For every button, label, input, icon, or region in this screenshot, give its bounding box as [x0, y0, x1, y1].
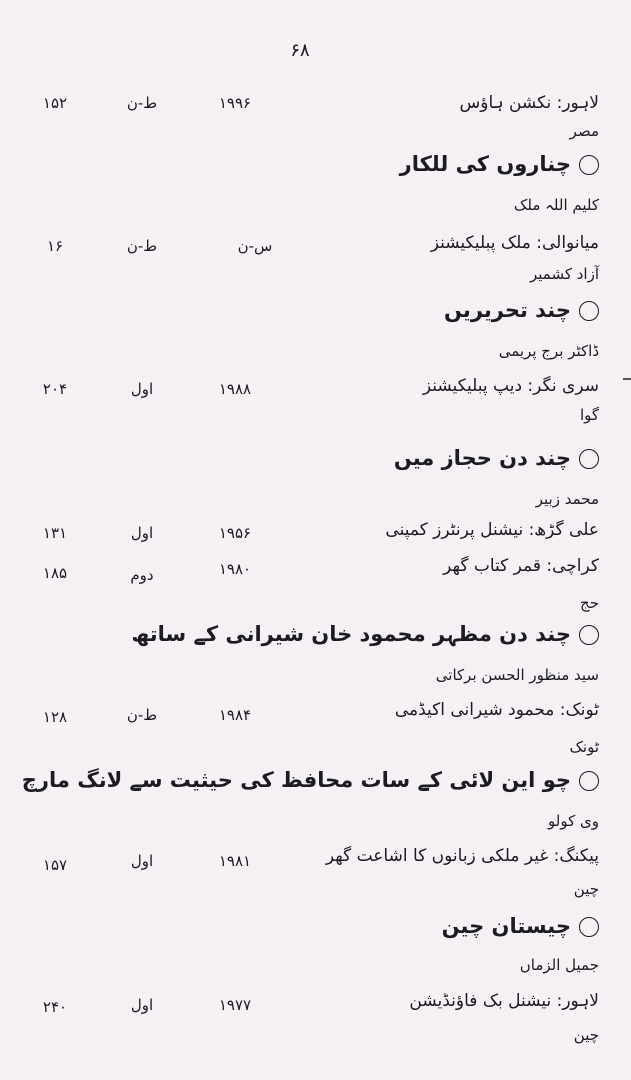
- pages-cell: ۱۳۱: [42, 524, 68, 542]
- author-line: سید منظور الحسن برکاتی: [435, 666, 599, 684]
- publisher-line: علی گڑھ: نیشنل پرنٹرز کمپنی: [385, 520, 599, 540]
- country-line: حج: [580, 594, 599, 612]
- entry-title: [394, 446, 599, 470]
- pages-cell-2: ۱۸۵: [42, 564, 68, 582]
- title-text: چیستان چین: [441, 914, 571, 938]
- bullet-circle-icon: [579, 301, 599, 321]
- bullet-circle-icon: [579, 449, 599, 469]
- country-line: چین: [573, 880, 599, 898]
- pages-cell: ۱۵۲: [42, 94, 68, 112]
- publisher-line: پیکنگ: غیر ملکی زبانوں کا اشاعت گھر: [325, 846, 599, 866]
- country-line: آزاد کشمیر: [529, 265, 599, 283]
- author-line: کلیم اللہ ملک: [513, 196, 599, 214]
- pages-cell: ۱۲۸: [42, 708, 68, 726]
- bullet-circle-icon: [579, 625, 599, 645]
- country-line: ٹونک: [569, 738, 599, 756]
- year-cell: ۱۹۷۷: [218, 996, 252, 1014]
- author-line: ڈاکٹر برج پریمی: [498, 342, 599, 360]
- country-line: چین: [573, 1026, 599, 1044]
- author-line: وی کولو: [548, 812, 599, 830]
- edition-cell: ط-ن: [126, 706, 158, 724]
- publisher-line: میانوالی: ملک پبلیکیشنز: [430, 233, 599, 253]
- pages-cell: ۲۴۰: [42, 998, 68, 1016]
- page-number: ۶۸: [290, 40, 310, 61]
- bullet-circle-icon: [579, 917, 599, 937]
- year-cell-2: ۱۹۸۰: [218, 560, 252, 578]
- publisher-line: سری نگر: دیپ پبلیکیشنز: [422, 376, 599, 396]
- title-text: چو این لائی کے سات محافظ کی حیثیت سے لانگ مارچ: [21, 768, 571, 792]
- year-cell: ۱۹۸۸: [218, 380, 252, 398]
- edition-cell: اول: [130, 380, 154, 398]
- author-line: جمیل الزماں: [519, 956, 599, 974]
- edition-cell: ط-ن: [126, 237, 158, 255]
- pages-cell: ۲۰۴: [42, 380, 68, 398]
- edition-cell: ط-ن: [126, 94, 158, 112]
- edition-cell: اول: [130, 524, 154, 542]
- entry-title: [400, 152, 599, 176]
- year-cell: ۱۹۸۱: [218, 852, 252, 870]
- margin-mark: [623, 378, 631, 380]
- entry-title: [22, 768, 599, 792]
- title-text: چند تحریریں: [444, 298, 571, 322]
- year-cell: ۱۹۸۴: [218, 706, 252, 724]
- year-cell: ۱۹۹۶: [218, 94, 252, 112]
- edition-cell-2: دوم: [130, 566, 154, 584]
- edition-cell: اول: [130, 852, 154, 870]
- pages-cell: ۱۶: [46, 237, 64, 255]
- publisher-line: لاہور: نیشنل بک فاؤنڈیشن: [409, 991, 599, 1011]
- year-cell: ۱۹۵۶: [218, 524, 252, 542]
- author-line: محمد زبیر: [535, 490, 599, 508]
- bullet-circle-icon: [579, 771, 599, 791]
- pages-cell: ۱۵۷: [42, 856, 68, 874]
- entry-title: [444, 298, 599, 322]
- country-line: مصر: [569, 122, 599, 140]
- title-text: چناروں کی للکار: [399, 152, 571, 176]
- title-text: چند دن حجاز میں: [393, 446, 571, 470]
- publisher-line: لاہور: نکشن ہاؤس: [459, 93, 599, 113]
- entry-title: [131, 622, 599, 646]
- title-text: چند دن مظہر محمود خان شیرانی کے ساتھ: [131, 622, 571, 646]
- country-line: گوا: [579, 406, 599, 424]
- publisher-line: ٹونک: محمود شیرانی اکیڈمی: [394, 700, 599, 720]
- edition-cell: اول: [130, 996, 154, 1014]
- publisher-line-2: کراچی: قمر کتاب گھر: [443, 556, 599, 576]
- entry-title: [442, 914, 599, 938]
- bullet-circle-icon: [579, 155, 599, 175]
- year-cell: س-ن: [237, 237, 273, 255]
